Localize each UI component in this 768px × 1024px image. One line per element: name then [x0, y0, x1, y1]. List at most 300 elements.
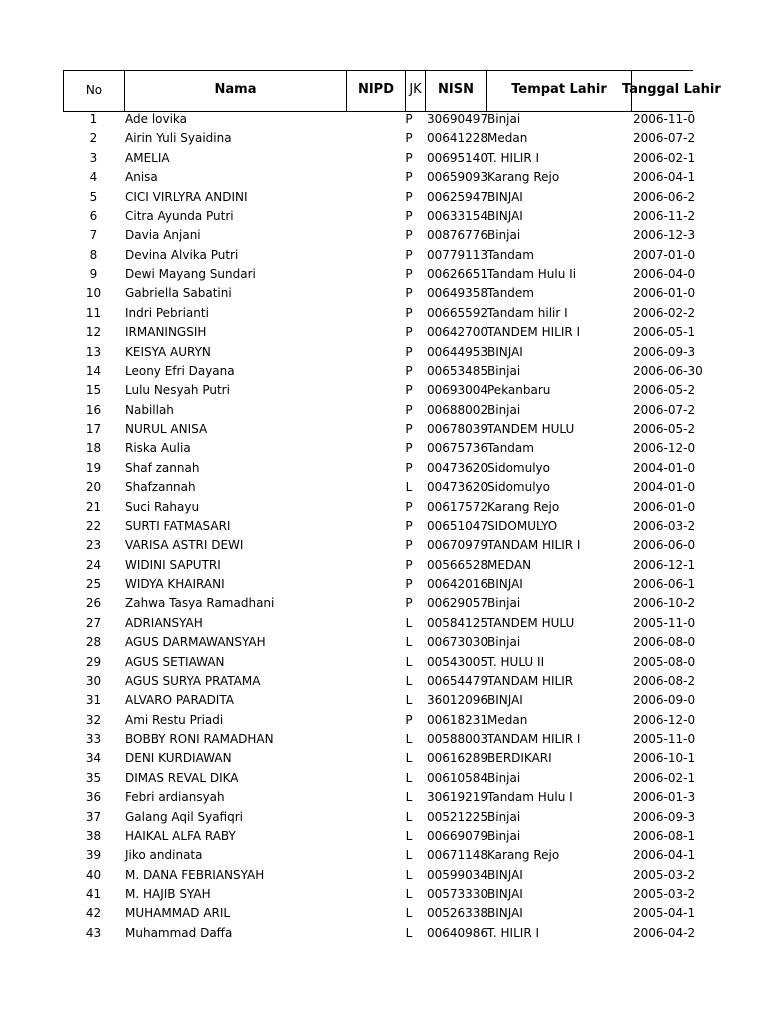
cell-tempat-lahir[interactable]: Sidomulyo — [487, 460, 550, 475]
cell-nisn[interactable]: 00584125 — [427, 615, 489, 630]
cell-nama[interactable]: ADRIANSYAH — [125, 615, 203, 630]
cell-tempat-lahir[interactable]: BINJAI — [487, 693, 523, 708]
cell-jk[interactable]: L — [405, 809, 413, 824]
header-jk[interactable]: JK — [406, 71, 426, 111]
cell-no[interactable]: 15 — [85, 383, 102, 398]
table-row — [63, 420, 696, 439]
cell-tanggal-lahir[interactable]: 2006-01-3 — [633, 790, 696, 805]
cell-jk[interactable]: L — [405, 673, 413, 688]
cell-jk[interactable]: P — [405, 557, 413, 572]
cell-tanggal-lahir[interactable]: 2005-11-0 — [633, 732, 696, 746]
cell-tempat-lahir[interactable]: Binjai — [487, 112, 521, 126]
cell-tempat-lahir[interactable]: BINJAI — [487, 906, 523, 921]
cell-tanggal-lahir[interactable]: 2006-10-2 — [633, 596, 696, 611]
table-row — [63, 498, 696, 517]
cell-tempat-lahir[interactable]: Binjai — [487, 363, 521, 378]
cell-tempat-lahir[interactable]: T. HILIR I — [487, 925, 540, 940]
cell-no[interactable]: 28 — [85, 635, 102, 650]
cell-jk[interactable]: L — [405, 867, 413, 882]
cell-tanggal-lahir[interactable]: 2006-12-3 — [633, 228, 696, 243]
cell-tanggal-lahir[interactable]: 2006-05-1 — [633, 325, 696, 340]
cell-jk[interactable]: P — [405, 325, 413, 340]
cell-nisn[interactable]: 00669079 — [427, 828, 489, 843]
cell-no[interactable]: 8 — [89, 247, 98, 262]
cell-jk[interactable]: P — [405, 499, 413, 514]
cell-nama[interactable]: M. HAJIB SYAH — [125, 887, 211, 901]
cell-jk[interactable]: L — [405, 751, 413, 766]
cell-jk[interactable]: P — [405, 383, 413, 398]
cell-nisn[interactable]: 00693004 — [427, 383, 489, 398]
cell-tempat-lahir[interactable]: Binjai — [487, 635, 521, 650]
cell-jk[interactable]: P — [405, 422, 413, 436]
cell-no[interactable]: 41 — [85, 887, 102, 901]
cell-nisn[interactable]: 36012096 — [427, 693, 489, 708]
cell-nama[interactable]: ALVARO PARADITA — [125, 693, 234, 708]
cell-nama[interactable]: WIDYA KHAIRANI — [125, 577, 225, 591]
cell-nisn[interactable]: 00659093 — [427, 170, 489, 185]
cell-no[interactable]: 38 — [85, 828, 102, 843]
cell-tempat-lahir[interactable]: Sidomulyo — [487, 480, 550, 495]
cell-nama[interactable]: Davia Anjani — [125, 228, 201, 243]
table-row — [63, 827, 696, 846]
cell-nama[interactable]: Shaf zannah — [125, 460, 200, 475]
cell-nama[interactable]: VARISA ASTRI DEWI — [125, 538, 244, 553]
cell-jk[interactable]: P — [405, 112, 413, 126]
cell-nisn[interactable]: 00644953 — [427, 344, 489, 359]
cell-nisn[interactable]: 00610584 — [427, 770, 489, 785]
cell-tempat-lahir[interactable]: Medan — [487, 712, 528, 727]
cell-nama[interactable]: Febri ardiansyah — [125, 790, 225, 805]
cell-nisn[interactable]: 00616289 — [427, 751, 489, 766]
cell-no[interactable]: 36 — [85, 790, 102, 805]
cell-jk[interactable]: P — [405, 247, 413, 262]
table-row — [63, 594, 696, 613]
cell-tempat-lahir[interactable]: Tandam Hulu I — [487, 790, 573, 805]
cell-tempat-lahir[interactable]: TANDAM HILIR I — [487, 538, 581, 553]
cell-nisn[interactable]: 00678039 — [427, 422, 489, 436]
cell-nisn[interactable]: 00665592 — [427, 305, 489, 320]
header-tanggal-lahir-label: Tanggal Lahir — [622, 82, 721, 97]
cell-nama[interactable]: Ade lovika — [125, 112, 188, 126]
cell-tanggal-lahir[interactable]: 2006-02-1 — [633, 770, 696, 785]
cell-nama[interactable]: Jiko andinata — [125, 848, 203, 863]
cell-tanggal-lahir[interactable]: 2006-05-2 — [633, 383, 696, 398]
cell-tanggal-lahir[interactable]: 2005-11-0 — [633, 615, 696, 630]
cell-jk[interactable]: L — [405, 848, 413, 863]
cell-jk[interactable]: P — [405, 344, 413, 359]
cell-tanggal-lahir[interactable]: 2006-06-30 — [633, 363, 703, 378]
table-row — [63, 730, 696, 749]
cell-jk[interactable]: P — [405, 267, 413, 281]
cell-nama[interactable]: Airin Yuli Syaidina — [125, 131, 232, 146]
cell-nisn[interactable]: 00629057 — [427, 596, 489, 611]
cell-no[interactable]: 3 — [89, 150, 98, 165]
cell-jk[interactable]: L — [405, 790, 413, 805]
cell-tempat-lahir[interactable]: MEDAN — [487, 557, 532, 572]
cell-nama[interactable]: WIDINI SAPUTRI — [125, 557, 221, 572]
cell-nisn[interactable]: 00473620 — [427, 460, 489, 475]
cell-no[interactable]: 35 — [85, 770, 102, 785]
cell-nisn[interactable]: 00626651 — [427, 267, 489, 281]
cell-jk[interactable]: L — [405, 828, 413, 843]
header-nama[interactable]: Nama — [125, 71, 347, 111]
cell-jk[interactable]: P — [405, 460, 413, 475]
cell-jk[interactable]: P — [405, 189, 413, 204]
cell-tanggal-lahir[interactable]: 2006-02-2 — [633, 305, 696, 320]
cell-no[interactable]: 18 — [85, 441, 102, 456]
cell-nama[interactable]: AGUS SETIAWAN — [125, 654, 225, 669]
table-row — [63, 207, 696, 226]
cell-no[interactable]: 37 — [85, 809, 102, 824]
cell-jk[interactable]: P — [405, 518, 413, 533]
cell-jk[interactable]: P — [405, 305, 413, 320]
cell-tempat-lahir[interactable]: Tandam Hulu Ii — [487, 267, 577, 281]
table-row — [63, 439, 696, 458]
table-row — [63, 749, 696, 768]
cell-nisn[interactable]: 00642016 — [427, 577, 489, 591]
cell-jk[interactable]: L — [405, 615, 413, 630]
cell-jk[interactable]: L — [405, 693, 413, 708]
cell-tempat-lahir[interactable]: Binjai — [487, 228, 521, 243]
cell-nisn[interactable]: 00671148 — [427, 848, 489, 863]
cell-tanggal-lahir[interactable]: 2006-07-2 — [633, 402, 696, 417]
table-row — [63, 653, 696, 672]
cell-jk[interactable]: L — [405, 925, 413, 940]
cell-tempat-lahir[interactable]: BERDIKARI — [487, 751, 552, 766]
cell-nisn[interactable]: 00588003 — [427, 732, 489, 746]
cell-jk[interactable]: P — [405, 577, 413, 591]
cell-nama[interactable]: AMELIA — [125, 150, 170, 165]
cell-tanggal-lahir[interactable]: 2005-03-2 — [633, 887, 696, 901]
cell-nisn[interactable]: 00473620 — [427, 480, 489, 495]
cell-tanggal-lahir[interactable]: 2006-08-2 — [633, 673, 696, 688]
cell-nama[interactable]: Leony Efri Dayana — [125, 363, 235, 378]
cell-nisn[interactable]: 00618231 — [427, 712, 489, 727]
cell-no[interactable]: 32 — [85, 712, 102, 727]
cell-tempat-lahir[interactable]: Binjai — [487, 828, 521, 843]
cell-nisn[interactable]: 00617572 — [427, 499, 489, 514]
table-row — [63, 614, 696, 633]
cell-tempat-lahir[interactable]: BINJAI — [487, 189, 523, 204]
cell-tempat-lahir[interactable]: BINJAI — [487, 344, 523, 359]
cell-tempat-lahir[interactable]: SIDOMULYO — [487, 518, 558, 533]
cell-nama[interactable]: AGUS SURYA PRATAMA — [125, 673, 261, 688]
cell-nama[interactable]: SURTI FATMASARI — [125, 518, 231, 533]
cell-tanggal-lahir[interactable]: 2004-01-0 — [633, 460, 696, 475]
cell-no[interactable]: 6 — [89, 208, 98, 223]
cell-no[interactable]: 2 — [89, 131, 98, 146]
cell-nama[interactable]: BOBBY RONI RAMADHAN — [125, 732, 274, 746]
cell-tempat-lahir[interactable]: TANDEM HILIR I — [487, 325, 581, 340]
cell-tempat-lahir[interactable]: Binjai — [487, 596, 521, 611]
header-nisn[interactable]: NISN — [426, 71, 487, 111]
cell-tanggal-lahir[interactable]: 2006-06-2 — [633, 189, 696, 204]
cell-no[interactable]: 4 — [89, 170, 98, 185]
cell-jk[interactable]: L — [405, 770, 413, 785]
table-row — [63, 711, 696, 730]
cell-tanggal-lahir[interactable]: 2006-09-3 — [633, 809, 696, 824]
cell-jk[interactable]: L — [405, 635, 413, 650]
cell-nama[interactable]: Suci Rahayu — [125, 499, 200, 514]
table-row — [63, 149, 696, 168]
cell-nisn[interactable]: 00695140 — [427, 150, 489, 165]
table-row — [63, 691, 696, 710]
cell-no[interactable]: 40 — [85, 867, 102, 882]
cell-tempat-lahir[interactable]: TANDEM HULU — [487, 615, 575, 630]
cell-nama[interactable]: Riska Aulia — [125, 441, 191, 456]
table-row — [63, 536, 696, 555]
cell-tanggal-lahir[interactable]: 2006-10-1 — [633, 751, 696, 766]
cell-nisn[interactable]: 00573330 — [427, 887, 489, 901]
cell-nama[interactable]: Devina Alvika Putri — [125, 247, 239, 262]
cell-jk[interactable]: P — [405, 596, 413, 611]
cell-no[interactable]: 31 — [85, 693, 102, 708]
cell-nisn[interactable]: 00673030 — [427, 635, 489, 650]
cell-nisn[interactable]: 00641228 — [427, 131, 489, 146]
cell-jk[interactable]: P — [405, 131, 413, 146]
cell-tanggal-lahir[interactable]: 2006-01-0 — [633, 286, 696, 301]
table-row — [63, 517, 696, 536]
cell-no[interactable]: 20 — [85, 480, 102, 495]
cell-nisn[interactable]: 00779113 — [427, 247, 489, 262]
cell-tempat-lahir[interactable]: Karang Rejo — [487, 170, 560, 185]
cell-tanggal-lahir[interactable]: 2006-11-0 — [633, 112, 696, 126]
cell-tempat-lahir[interactable]: Tandam — [487, 441, 534, 456]
cell-tempat-lahir[interactable]: Tandam — [487, 247, 534, 262]
cell-nisn[interactable]: 00653485 — [427, 363, 489, 378]
cell-no[interactable]: 43 — [85, 925, 102, 940]
cell-jk[interactable]: L — [405, 887, 413, 901]
cell-tanggal-lahir[interactable]: 2006-09-0 — [633, 693, 696, 708]
cell-nisn[interactable]: 30690497 — [427, 112, 489, 126]
cell-tanggal-lahir[interactable]: 2006-06-1 — [633, 577, 696, 591]
cell-nama[interactable]: Shafzannah — [125, 480, 196, 495]
cell-tempat-lahir[interactable]: Binjai — [487, 770, 521, 785]
header-tempat-lahir[interactable]: Tempat Lahir — [487, 71, 632, 111]
cell-jk[interactable]: L — [405, 480, 413, 495]
cell-no[interactable]: 24 — [85, 557, 102, 572]
cell-nama[interactable]: IRMANINGSIH — [125, 325, 207, 340]
cell-jk[interactable]: L — [405, 906, 413, 921]
cell-no[interactable]: 22 — [85, 518, 102, 533]
cell-nama[interactable]: HAIKAL ALFA RABY — [125, 828, 236, 843]
cell-jk[interactable]: P — [405, 538, 413, 553]
cell-no[interactable]: 10 — [85, 286, 102, 301]
cell-tanggal-lahir[interactable]: 2005-04-1 — [633, 906, 696, 921]
cell-jk[interactable]: L — [405, 732, 413, 746]
cell-no[interactable]: 13 — [85, 344, 102, 359]
cell-tempat-lahir[interactable]: Tandem — [487, 286, 534, 301]
cell-tempat-lahir[interactable]: TANDAM HILIR I — [487, 732, 581, 746]
cell-tanggal-lahir[interactable]: 2006-11-2 — [633, 208, 696, 223]
cell-no[interactable]: 21 — [85, 499, 102, 514]
cell-nama[interactable]: AGUS DARMAWANSYAH — [125, 635, 266, 650]
cell-jk[interactable]: P — [405, 712, 413, 727]
cell-nisn[interactable]: 00625947 — [427, 189, 489, 204]
cell-nama[interactable]: CICI VIRLYRA ANDINI — [125, 189, 248, 204]
cell-tempat-lahir[interactable]: Tandam hilir I — [487, 305, 568, 320]
cell-nama[interactable]: Ami Restu Priadi — [125, 712, 224, 727]
cell-tanggal-lahir[interactable]: 2006-05-2 — [633, 422, 696, 436]
cell-nisn[interactable]: 00640986 — [427, 925, 489, 940]
cell-nisn[interactable]: 00649358 — [427, 286, 489, 301]
cell-jk[interactable]: P — [405, 150, 413, 165]
cell-tanggal-lahir[interactable]: 2006-03-2 — [633, 518, 696, 533]
cell-tanggal-lahir[interactable]: 2006-09-3 — [633, 344, 696, 359]
header-no[interactable]: No — [64, 71, 125, 111]
cell-nisn[interactable]: 00566528 — [427, 557, 489, 572]
cell-tanggal-lahir[interactable]: 2006-04-1 — [633, 848, 696, 863]
header-tanggal-lahir[interactable] — [622, 71, 721, 111]
cell-jk[interactable]: P — [405, 208, 413, 223]
cell-nama[interactable]: Nabillah — [125, 402, 174, 417]
table-row — [63, 343, 696, 362]
cell-no[interactable]: 33 — [85, 732, 102, 746]
cell-no[interactable]: 19 — [85, 460, 102, 475]
cell-tanggal-lahir[interactable]: 2006-04-2 — [633, 925, 696, 940]
cell-nama[interactable]: Lulu Nesyah Putri — [125, 383, 230, 398]
cell-no[interactable]: 11 — [85, 305, 102, 320]
cell-tempat-lahir[interactable]: Binjai — [487, 809, 521, 824]
cell-nisn[interactable]: 00651047 — [427, 518, 489, 533]
cell-tempat-lahir[interactable]: Karang Rejo — [487, 499, 560, 514]
cell-tanggal-lahir[interactable]: 2006-08-1 — [633, 828, 696, 843]
cell-tanggal-lahir[interactable]: 2006-04-1 — [633, 170, 696, 185]
cell-nama[interactable]: Indri Pebrianti — [125, 305, 209, 320]
cell-tempat-lahir[interactable]: BINJAI — [487, 208, 523, 223]
cell-tempat-lahir[interactable]: BINJAI — [487, 887, 523, 901]
cell-tempat-lahir[interactable]: BINJAI — [487, 867, 523, 882]
cell-no[interactable]: 26 — [85, 596, 102, 611]
cell-tanggal-lahir[interactable]: 2004-01-0 — [633, 480, 696, 495]
table-row — [63, 575, 696, 594]
cell-tanggal-lahir[interactable]: 2006-06-0 — [633, 538, 696, 553]
cell-no[interactable]: 27 — [85, 615, 102, 630]
cell-no[interactable]: 7 — [89, 228, 98, 243]
table-row — [63, 246, 696, 265]
table-row — [63, 304, 696, 323]
table-row — [63, 459, 696, 478]
table-row — [63, 556, 696, 575]
cell-jk[interactable]: L — [405, 654, 413, 669]
cell-nisn[interactable]: 00526338 — [427, 906, 489, 921]
table-row — [63, 362, 703, 381]
cell-nisn[interactable]: 00543005 — [427, 654, 489, 669]
header-nipd[interactable]: NIPD — [347, 71, 406, 111]
cell-nama[interactable]: DENI KURDIAWAN — [125, 751, 232, 766]
cell-nisn[interactable]: 00642700 — [427, 325, 489, 340]
cell-tanggal-lahir[interactable]: 2005-08-0 — [633, 654, 696, 669]
table-row — [63, 788, 696, 807]
cell-no[interactable]: 16 — [85, 402, 102, 417]
cell-jk[interactable]: P — [405, 441, 413, 456]
cell-tanggal-lahir[interactable]: 2006-12-1 — [633, 557, 696, 572]
cell-jk[interactable]: P — [405, 286, 413, 301]
cell-nama[interactable]: Dewi Mayang Sundari — [125, 267, 256, 281]
cell-tanggal-lahir[interactable]: 2006-01-0 — [633, 499, 696, 514]
cell-tanggal-lahir[interactable]: 2006-07-2 — [633, 131, 696, 146]
cell-nama[interactable]: DIMAS REVAL DIKA — [125, 770, 239, 785]
cell-tanggal-lahir[interactable]: 2006-12-0 — [633, 712, 696, 727]
cell-tempat-lahir[interactable]: Binjai — [487, 402, 521, 417]
cell-nama[interactable]: Galang Aqil Syafiqri — [125, 809, 243, 824]
cell-no[interactable]: 14 — [85, 363, 102, 378]
cell-tempat-lahir[interactable]: BINJAI — [487, 577, 523, 591]
cell-tanggal-lahir[interactable]: 2006-04-0 — [633, 267, 696, 281]
cell-tanggal-lahir[interactable]: 2006-02-1 — [633, 150, 696, 165]
cell-tempat-lahir[interactable]: TANDAM HILIR — [487, 673, 574, 688]
cell-nisn[interactable]: 00876776 — [427, 228, 489, 243]
cell-no[interactable]: 5 — [89, 189, 98, 204]
cell-tempat-lahir[interactable]: Pekanbaru — [487, 383, 551, 398]
cell-nisn[interactable]: 00599034 — [427, 867, 489, 882]
table-row — [63, 866, 696, 885]
cell-jk[interactable]: P — [405, 363, 413, 378]
cell-no[interactable]: 34 — [85, 751, 102, 766]
cell-nama[interactable]: Citra Ayunda Putri — [125, 208, 234, 223]
table-row — [63, 633, 696, 652]
cell-tanggal-lahir[interactable]: 2007-01-0 — [633, 247, 696, 262]
table-row — [63, 110, 696, 129]
cell-nisn[interactable]: 00521225 — [427, 809, 489, 824]
cell-nisn[interactable]: 00633154 — [427, 208, 489, 223]
cell-nama[interactable]: Muhammad Daffa — [125, 925, 233, 940]
table-body — [63, 110, 703, 943]
table-row — [63, 924, 696, 943]
cell-no[interactable]: 39 — [85, 848, 102, 863]
table-row — [63, 769, 696, 788]
cell-tempat-lahir[interactable]: T. HILIR I — [487, 150, 540, 165]
cell-nisn[interactable]: 00670979 — [427, 538, 489, 553]
cell-no[interactable]: 30 — [85, 673, 102, 688]
cell-nisn[interactable]: 30619219 — [427, 790, 489, 805]
table-row — [63, 168, 696, 187]
cell-jk[interactable]: P — [405, 402, 413, 417]
cell-nama[interactable]: Gabriella Sabatini — [125, 286, 232, 301]
cell-nisn[interactable]: 00675736 — [427, 441, 489, 456]
table-row — [63, 284, 696, 303]
cell-nama[interactable]: Anisa — [125, 170, 158, 185]
cell-nama[interactable]: MUHAMMAD ARIL — [125, 906, 231, 921]
cell-no[interactable]: 23 — [85, 538, 102, 553]
cell-nisn[interactable]: 00688002 — [427, 402, 489, 417]
cell-no[interactable]: 17 — [85, 422, 102, 436]
cell-no[interactable]: 1 — [89, 112, 98, 126]
cell-jk[interactable]: P — [405, 170, 413, 185]
table-row — [63, 885, 696, 904]
cell-nama[interactable]: KEISYA AURYN — [125, 344, 211, 359]
table-row — [63, 846, 696, 865]
cell-nama[interactable]: NURUL ANISA — [125, 422, 208, 436]
cell-tempat-lahir[interactable]: T. HULU II — [487, 654, 545, 669]
cell-tempat-lahir[interactable]: Medan — [487, 131, 528, 146]
table-row — [63, 478, 696, 497]
cell-tempat-lahir[interactable]: Karang Rejo — [487, 848, 560, 863]
cell-no[interactable]: 42 — [85, 906, 102, 921]
cell-no[interactable]: 29 — [85, 654, 102, 669]
cell-jk[interactable]: P — [405, 228, 413, 243]
cell-nisn[interactable]: 00654479 — [427, 673, 489, 688]
cell-tanggal-lahir[interactable]: 2005-03-2 — [633, 867, 696, 882]
cell-tanggal-lahir[interactable]: 2006-08-0 — [633, 635, 696, 650]
cell-no[interactable]: 9 — [89, 267, 98, 281]
cell-nama[interactable]: M. DANA FEBRIANSYAH — [125, 867, 265, 882]
cell-tempat-lahir[interactable]: TANDEM HULU — [487, 422, 575, 436]
cell-nama[interactable]: Zahwa Tasya Ramadhani — [125, 596, 275, 611]
cell-no[interactable]: 12 — [85, 325, 102, 340]
cell-no[interactable]: 25 — [85, 577, 102, 591]
cell-tanggal-lahir[interactable]: 2006-12-0 — [633, 441, 696, 456]
